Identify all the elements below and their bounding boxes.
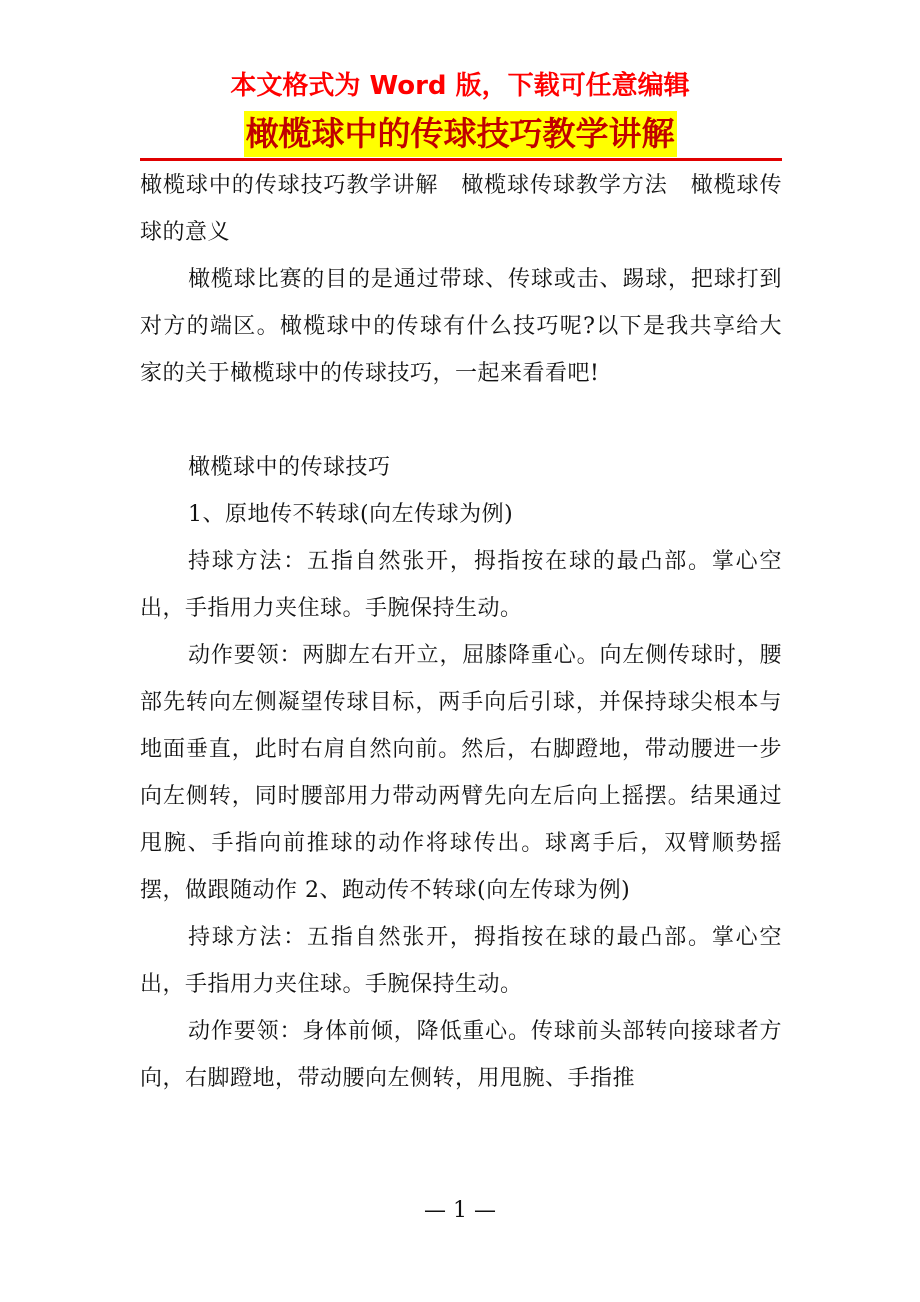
item-heading: 1、原地传不转球(向左传球为例)	[188, 502, 514, 527]
title-container	[0, 111, 920, 157]
section-heading: 橄榄球中的传球技巧	[188, 455, 391, 480]
paragraph-action-1: 动作要领：两脚左右开立，屈膝降重心。向左侧传球时，腰部先转向左侧凝望传球目标，两手向后引球，并保持球尖根本与地面垂直，此时右肩自然向前。然后，右脚蹬地，带动腰进一步向左侧转，同时腰部用力带动两臂先向左后向上摇摆。结果通过甩腕、手指向前推球的动作将球传出。球离手后，双臂顺势摇摆，做跟随动作 2、跑动传不转球(向左传球为例)	[140, 643, 782, 903]
intro-line: 橄榄球中的传球技巧教学讲解 橄榄球传球教学方法 橄榄球传球的意义	[140, 173, 782, 245]
paragraph-intro: 橄榄球比赛的目的是通过带球、传球或击、踢球，把球打到对方的端区。橄榄球中的传球有什么技巧呢?以下是我共享给大家的关于橄榄球中的传球技巧，一起来看看吧!	[140, 267, 782, 386]
paragraph-hold-method-2: 持球方法：五指自然张开，拇指按在球的最凸部。掌心空出，手指用力夹住球。手腕保持生动。	[140, 925, 782, 997]
format-notice: 本文格式为 Word 版，下载可任意编辑	[230, 71, 690, 101]
document-body	[140, 162, 782, 1102]
paragraph-hold-method-1: 持球方法：五指自然张开，拇指按在球的最凸部。掌心空出，手指用力夹住球。手腕保持生动。	[140, 549, 782, 621]
paragraph-action-2: 动作要领：身体前倾，降低重心。传球前头部转向接球者方向，右脚蹬地，带动腰向左侧转，用甩腕、手指推	[140, 1019, 782, 1091]
page-number: — 1 —	[424, 1198, 496, 1223]
title-divider	[140, 158, 782, 161]
document-title: 橄榄球中的传球技巧教学讲解	[244, 111, 677, 157]
